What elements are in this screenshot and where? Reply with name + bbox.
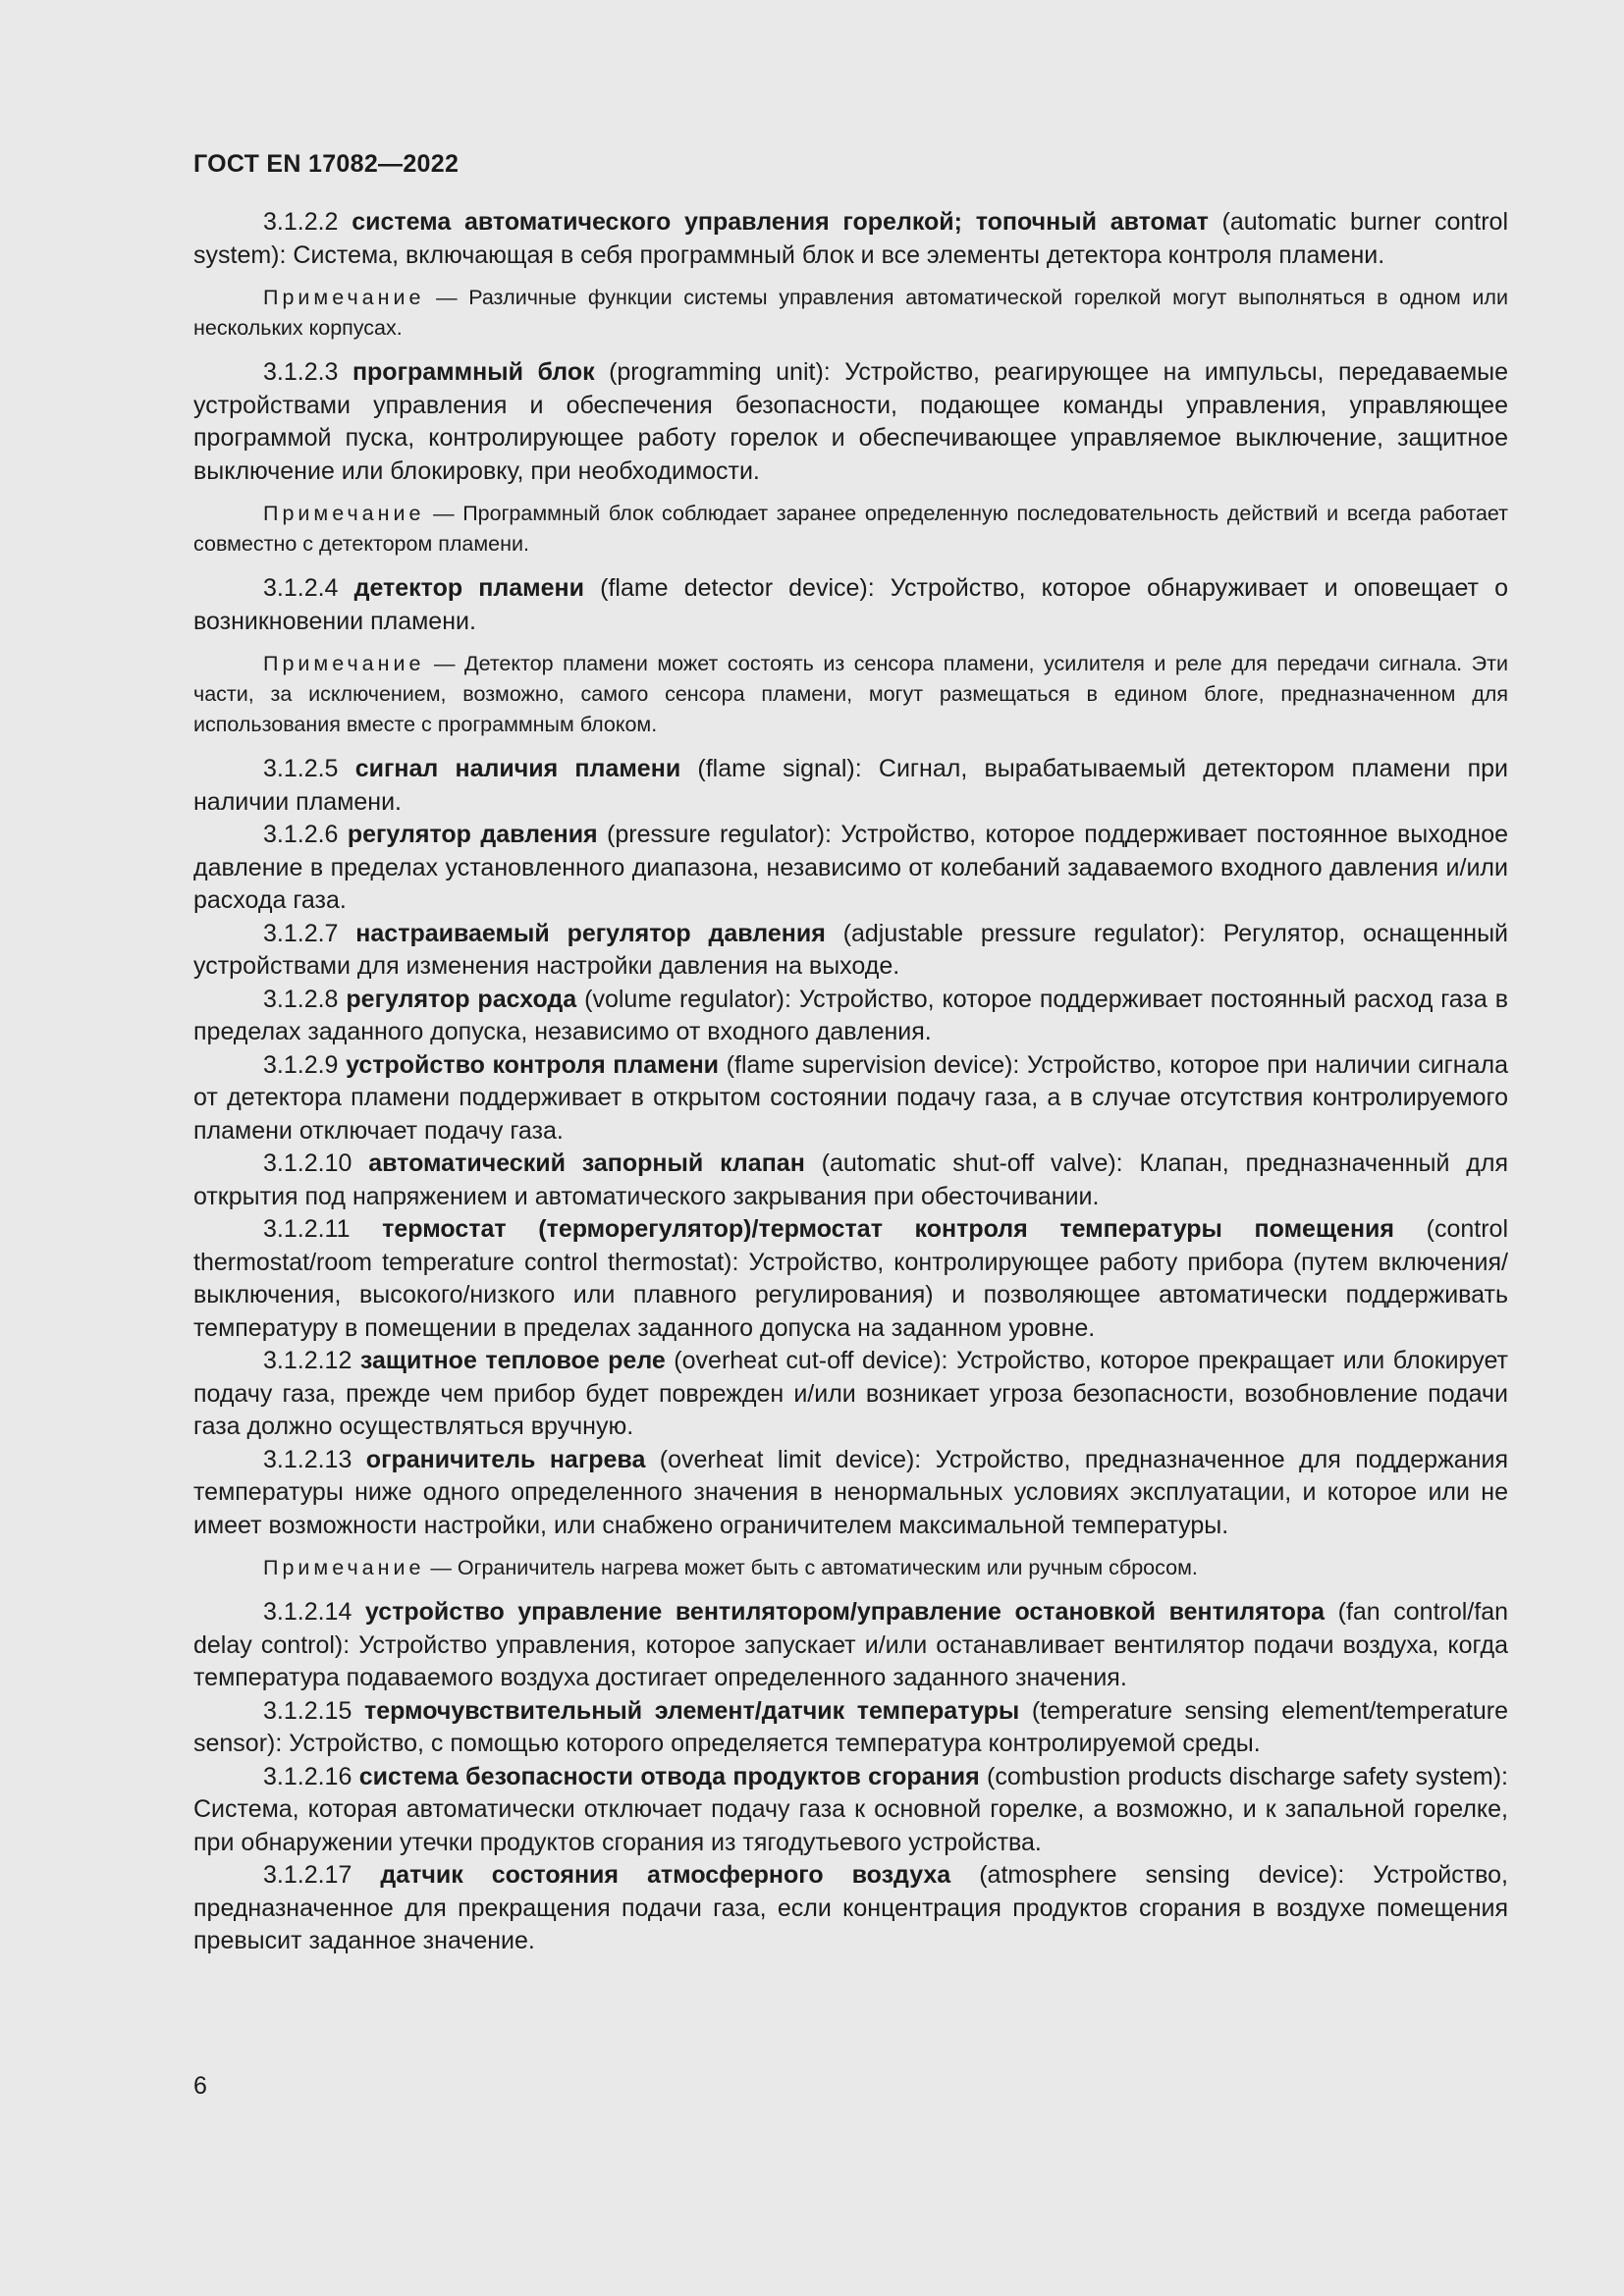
term-definition xyxy=(193,1148,1508,1213)
note-text: — Различные функции системы управления автоматической горелкой могут выполняться в одном или нескольких корпусах. xyxy=(193,286,1508,340)
term-definition xyxy=(193,206,1508,272)
term-number: 3.1.2.7 xyxy=(263,919,339,947)
term-definition-text: (adjustable pressure regulator): Регулятор, оснащенный устройствами для изменения настройки давления на выходе. xyxy=(193,919,1508,980)
term-definition xyxy=(193,1049,1508,1148)
term-definition-text: (pressure regulator): Устройство, которое поддерживает постоянное выходное давление в пределах установленного диапазона, независимо от колебаний задаваемого входного давления и/или расхода газа. xyxy=(193,821,1508,914)
term-number: 3.1.2.9 xyxy=(263,1050,339,1079)
term-definition-text: (temperature sensing element/temperature sensor): Устройство, с помощью которого определяется температура контролируемой среды. xyxy=(193,1696,1508,1757)
term-definition-text: (flame signal): Сигнал, вырабатываемый детектором пламени при наличии пламени. xyxy=(193,755,1509,816)
note xyxy=(193,283,1508,344)
term-title: автоматический запорный клапан xyxy=(368,1149,805,1177)
term-title: регулятор давления xyxy=(347,821,598,848)
term-definition-text: (atmosphere sensing device): Устройство, предназначенное для прекращения подачи газа, если концентрация продуктов сгорания в воздухе помещения превысит заданное значение. xyxy=(193,1861,1508,1954)
term-definition-text: (programming unit): Устройство, реагирующее на импульсы, передаваемые устройствами управления и обеспечения безопасности, подающее команды управления, управляющее программой пуска, контролирующее работу горелок и обеспечивающее управляемое выключение, защитное выключение или блокировку, при необходимости. xyxy=(193,358,1509,485)
term-definition-text: (fan control/fan delay control): Устройство управления, которое запускает и/или останавливает вентилятор подачи воздуха, когда температура подаваемого воздуха достигает определенного заданного значения. xyxy=(193,1598,1508,1691)
term-definition xyxy=(193,1859,1508,1958)
term-number: 3.1.2.2 xyxy=(263,208,339,236)
term-definition xyxy=(193,572,1508,638)
term-definition-text: (control thermostat/room temperature control thermostat): Устройство, контролирующее работу прибора (путем включения/выключения, высокого/низкого или плавного регулирования) и позволяющее автоматически поддерживать температуру в помещении в пределах заданного допуска на заданном уровне. xyxy=(193,1215,1509,1342)
term-number: 3.1.2.5 xyxy=(263,755,339,782)
term-number: 3.1.2.3 xyxy=(263,358,339,386)
term-title: регулятор расхода xyxy=(346,985,577,1013)
term-definition xyxy=(193,1444,1508,1543)
note-label: Примечание xyxy=(263,652,425,675)
term-definition-text: (automatic burner control system): Система, включающая в себя программный блок и все элементы детектора контроля пламени. xyxy=(193,208,1508,269)
document-header: ГОСТ EN 17082—2022 xyxy=(193,150,460,178)
page-number: 6 xyxy=(193,2072,207,2100)
note xyxy=(193,499,1508,560)
term-title: датчик состояния атмосферного воздуха xyxy=(380,1861,951,1889)
term-definition xyxy=(193,1345,1508,1444)
term-number: 3.1.2.6 xyxy=(263,821,339,848)
term-number: 3.1.2.8 xyxy=(263,985,339,1013)
term-title: термостат (терморегулятор)/термостат контроля температуры помещения xyxy=(382,1215,1395,1243)
note-text: — Программный блок соблюдает заранее определенную последовательность действий и всегда работает совместно с детектором пламени. xyxy=(193,502,1508,556)
term-number: 3.1.2.10 xyxy=(263,1149,352,1177)
term-definition-text: (automatic shut-off valve): Клапан, предназначенный для открытия под напряжением и автоматического закрывания при обесточивании. xyxy=(193,1149,1509,1210)
term-definition-text: (overheat limit device): Устройство, предназначенное для поддержания температуры ниже одного определенного значения в ненормальных условиях эксплуатации, и которое или не имеет возможности настройки, или снабжено ограничителем максимальной температуры. xyxy=(193,1445,1508,1539)
term-definition xyxy=(193,1213,1508,1345)
term-definition xyxy=(193,753,1508,819)
note-text: — Ограничитель нагрева может быть с автоматическим или ручным сбросом. xyxy=(424,1556,1198,1579)
term-definition-text: (flame supervision device): Устройство, которое при наличии сигнала от детектора пламени поддерживает в открытом состоянии подачу газа, а в случае отсутствия контролируемого пламени отключает подачу газа. xyxy=(193,1050,1508,1145)
term-definition xyxy=(193,984,1508,1049)
term-definition-text: (overheat cut-off device): Устройство, которое прекращает или блокирует подачу газа, прежде чем прибор будет поврежден и/или возникает угроза безопасности, возобновление подачи газа должно осуществляться вручную. xyxy=(193,1347,1508,1440)
note-label: Примечание xyxy=(263,286,425,309)
document-body xyxy=(193,206,1508,1958)
term-title: устройство контроля пламени xyxy=(346,1050,720,1079)
term-number: 3.1.2.15 xyxy=(263,1696,352,1725)
term-title: ограничитель нагрева xyxy=(365,1445,646,1473)
term-number: 3.1.2.13 xyxy=(263,1445,352,1473)
term-number: 3.1.2.17 xyxy=(263,1861,352,1889)
term-number: 3.1.2.11 xyxy=(263,1215,351,1243)
term-definition xyxy=(193,356,1508,488)
term-number: 3.1.2.16 xyxy=(263,1762,352,1790)
term-number: 3.1.2.12 xyxy=(263,1347,352,1374)
term-definition-text: (volume regulator): Устройство, которое поддерживает постоянный расход газа в пределах заданного допуска, независимо от входного давления. xyxy=(193,985,1509,1045)
term-title: сигнал наличия пламени xyxy=(354,755,681,782)
term-definition xyxy=(193,1596,1508,1695)
term-definition-text: (combustion products discharge safety system): Система, которая автоматически отключает подачу газа к основной горелке, а возможно, и к запальной горелке, при обнаружении утечки продуктов сгорания из тягодутьевого устройства. xyxy=(193,1762,1508,1856)
term-number: 3.1.2.14 xyxy=(263,1598,352,1626)
term-definition xyxy=(193,819,1508,918)
term-title: термочувствительный элемент/датчик температуры xyxy=(363,1696,1020,1725)
note-label: Примечание xyxy=(263,1556,425,1579)
term-definition xyxy=(193,1695,1508,1761)
term-title: программный блок xyxy=(352,358,595,386)
term-definition xyxy=(193,1761,1508,1860)
note xyxy=(193,649,1508,740)
term-definition xyxy=(193,918,1508,984)
term-title: детектор пламени xyxy=(353,574,585,602)
note xyxy=(193,1553,1508,1583)
term-title: защитное тепловое реле xyxy=(359,1347,666,1374)
term-title: система автоматического управления горелкой; топочный автомат xyxy=(352,208,1209,236)
term-title: система безопасности отвода продуктов сгорания xyxy=(358,1762,980,1790)
term-number: 3.1.2.4 xyxy=(263,574,339,602)
term-title: устройство управление вентилятором/управление остановкой вентилятора xyxy=(364,1598,1326,1626)
term-title: настраиваемый регулятор давления xyxy=(355,919,826,947)
note-text: — Детектор пламени может состоять из сенсора пламени, усилителя и реле для передачи сигнала. Эти части, за исключением, возможно, самого сенсора пламени, могут размещаться в едином блоге, предназначенном для использования вместе с программным блоком. xyxy=(193,652,1508,736)
note-label: Примечание xyxy=(263,502,425,525)
term-definition-text: (flame detector device): Устройство, которое обнаруживает и оповещает о возникновении пламени. xyxy=(193,574,1509,635)
